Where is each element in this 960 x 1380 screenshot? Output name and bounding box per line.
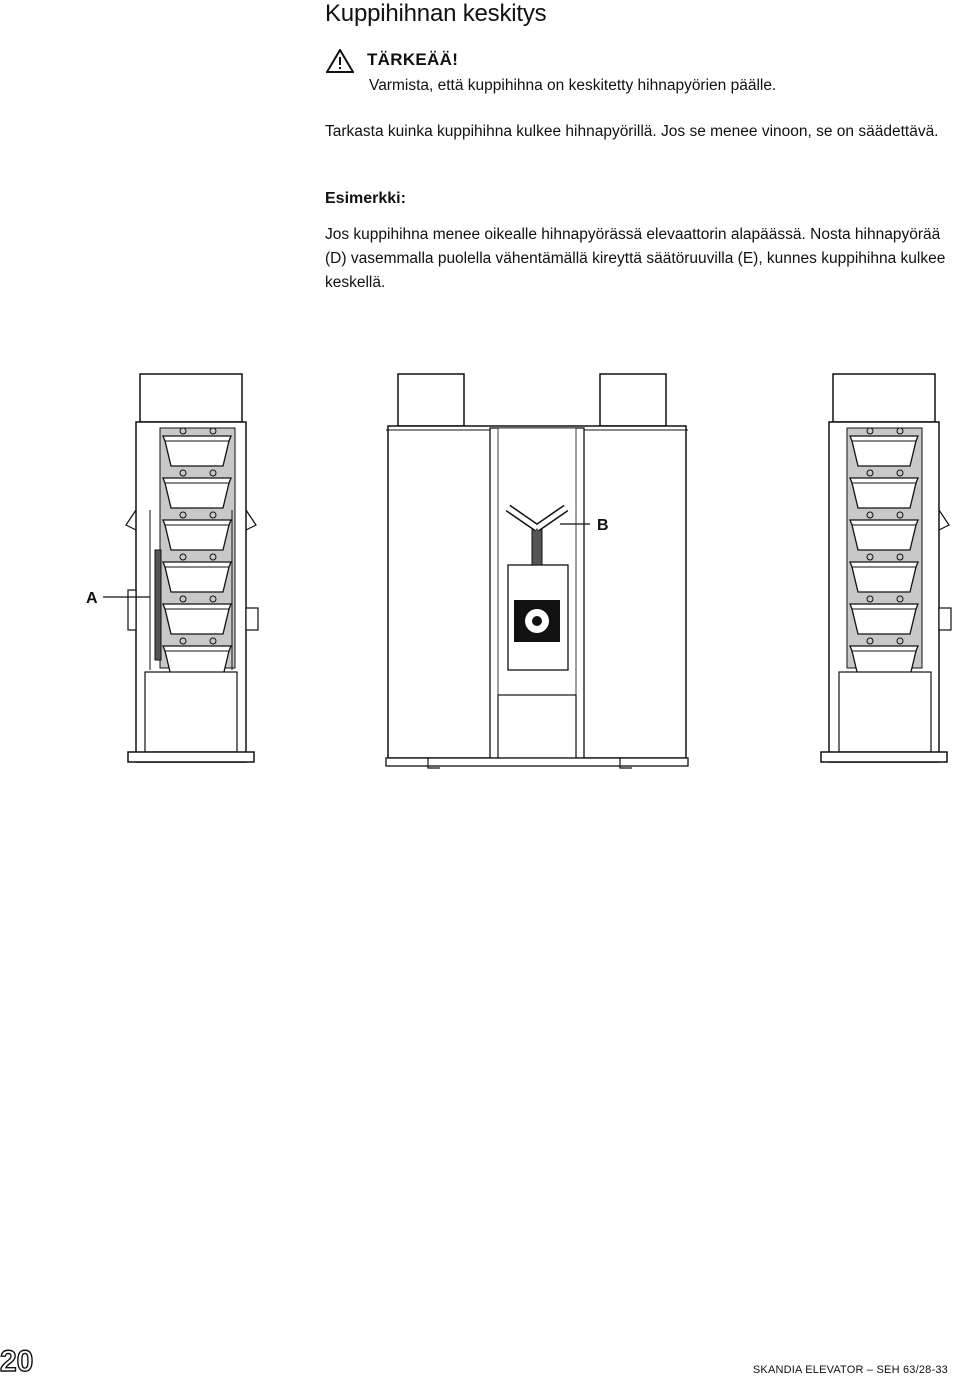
figure-label-a: A bbox=[86, 590, 98, 607]
left-side-view bbox=[103, 374, 258, 762]
warning-triangle-icon bbox=[326, 49, 354, 73]
example-heading: Esimerkki: bbox=[325, 190, 406, 207]
page-number: 20 bbox=[0, 1345, 34, 1378]
right-side-view bbox=[821, 374, 951, 762]
document-footer: SKANDIA ELEVATOR – SEH 63/28-33 bbox=[752, 1364, 948, 1376]
warning-text: Varmista, että kuppihihna on keskitetty hihnapyörien päälle. bbox=[369, 77, 777, 94]
figure-label-b: B bbox=[597, 517, 609, 534]
page-title: Kuppihihnan keskitys bbox=[325, 0, 547, 27]
example-paragraph: Jos kuppihihna menee oikealle hihnapyörässä elevaattorin alapäässä. Nosta hihnapyörää (D) vasemmalla puolella vähentämällä kireyttä säätöruuvilla (E), kunnes kuppihihna kulkee keskellä. bbox=[325, 226, 946, 291]
warning-title: TÄRKEÄÄ! bbox=[367, 50, 459, 69]
intro-paragraph: Tarkasta kuinka kuppihihna kulkee hihnapyörillä. Jos se menee vinoon, se on säädettävä. bbox=[325, 123, 939, 140]
elevator-technical-drawing bbox=[0, 360, 960, 780]
center-front-view bbox=[386, 374, 688, 768]
